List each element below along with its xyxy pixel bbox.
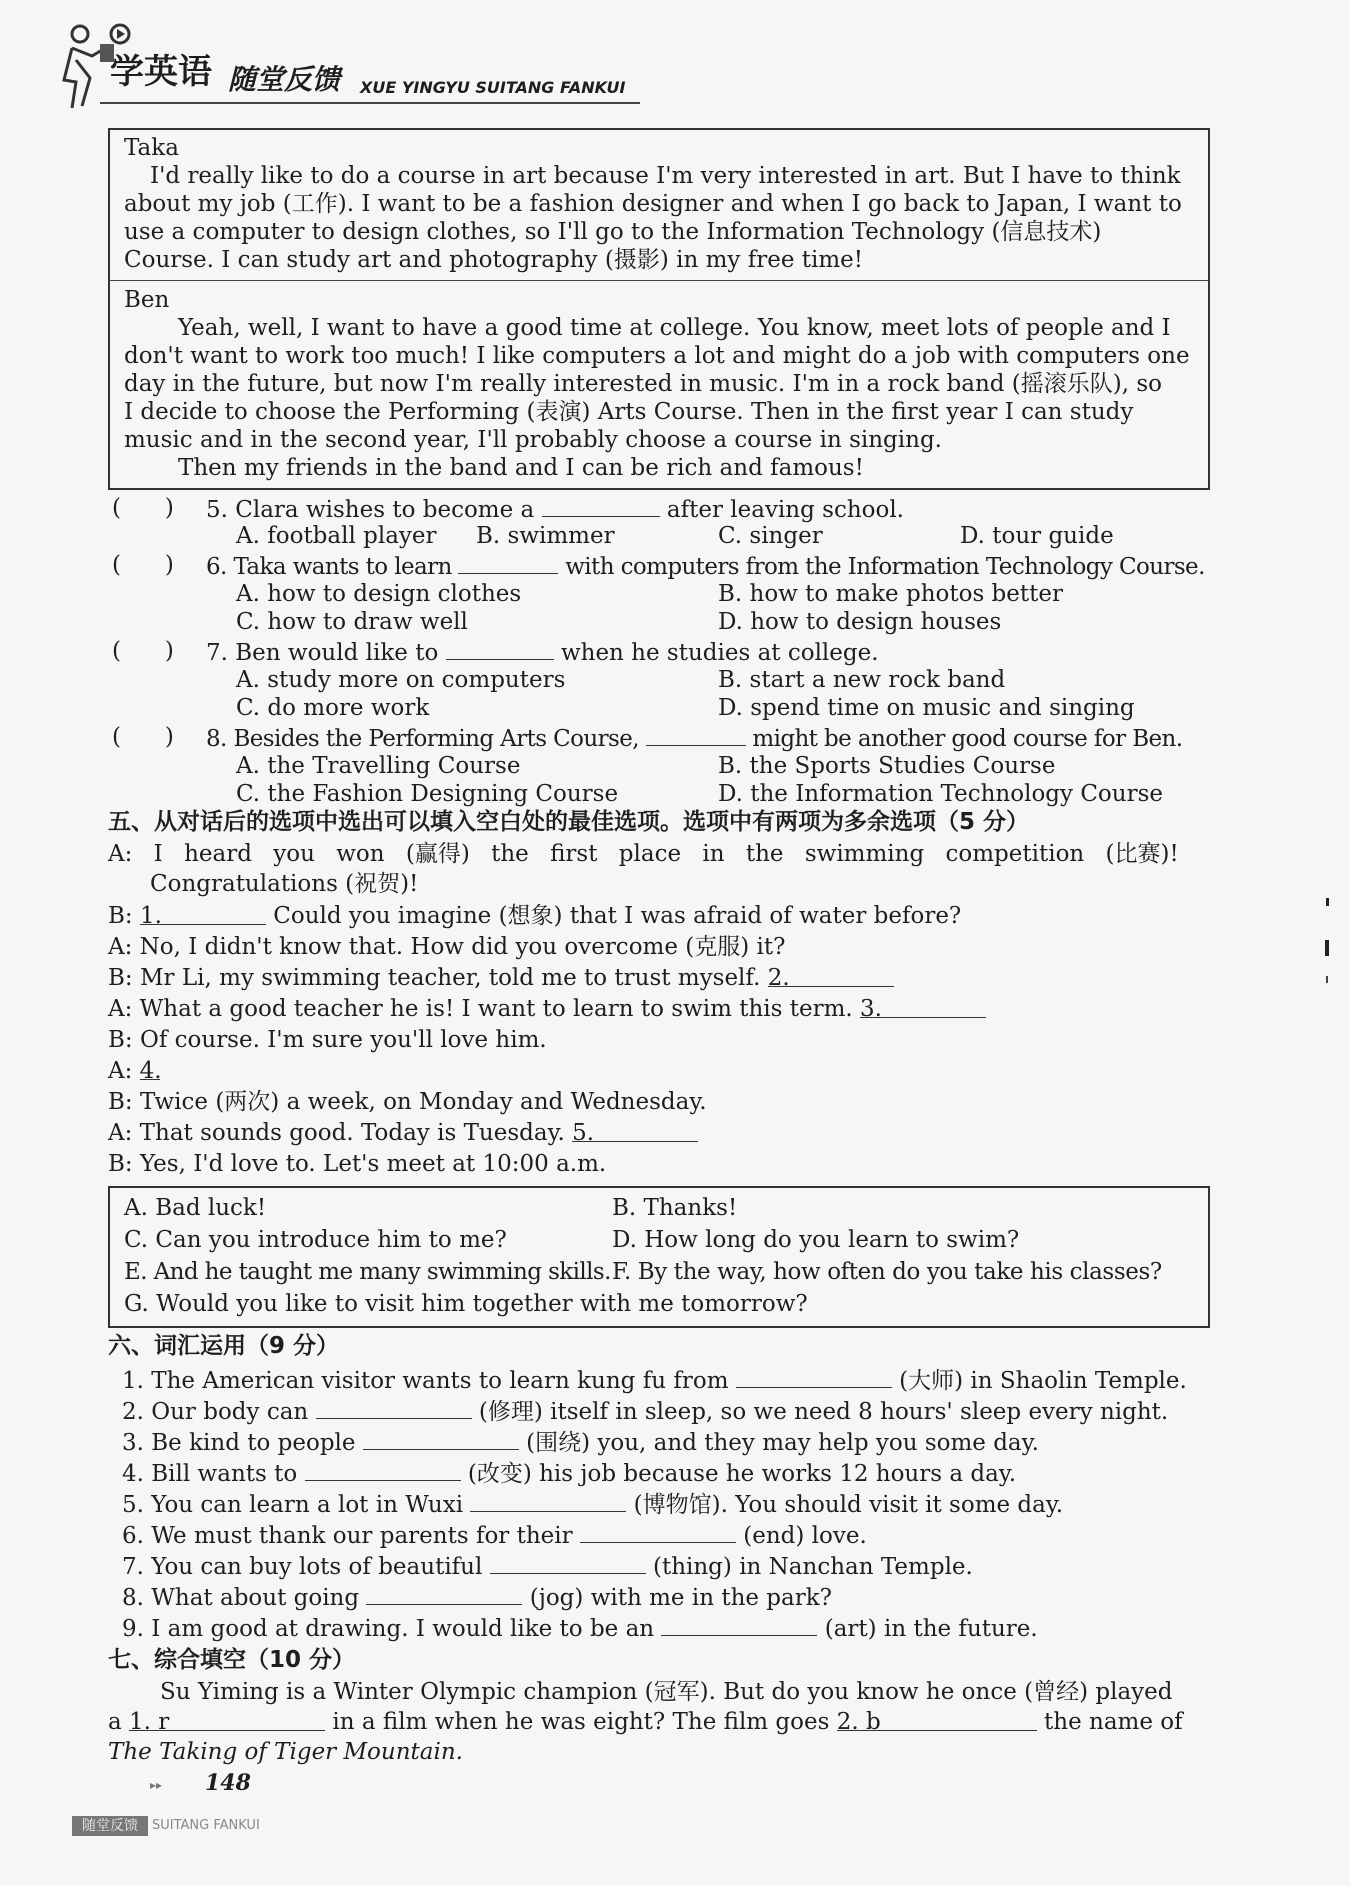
choice-option[interactable]: A. Bad luck! [124,1195,267,1221]
dialogue-line: A: No, I didn't know that. How did you overcome (克服) it? [108,934,786,960]
dialogue-line: A: I heard you won (赢得) the first place in the swimming competition (比赛)! [108,841,1179,867]
passage-ben-line: Then my friends in the band and I can be rich and famous! [178,455,864,481]
dialogue-line: A: What a good teacher he is! I want to learn to swim this term. 3. [108,995,986,1023]
section5-title: 五、从对话后的选项中选出可以填入空白处的最佳选项。选项中有两项为多余选项（5 分） [108,809,1030,835]
cloze-blank-2[interactable]: 2. b [837,1708,1037,1731]
option[interactable]: C. singer [718,523,823,549]
dialogue-line: B: Twice (两次) a week, on Monday and Wednesday. [108,1089,707,1115]
page-number: 148 [205,1770,251,1796]
answer-blank[interactable] [363,1427,519,1450]
answer-blank[interactable] [470,1489,626,1512]
option[interactable]: C. the Fashion Designing Course [236,781,619,807]
vocab-item: 5. You can learn a lot in Wuxi (博物馆). You should visit it some day. [122,1489,1063,1519]
vocab-item: 6. We must thank our parents for their (end) love. [122,1520,867,1550]
passage-taka-name: Taka [124,135,179,161]
answer-bracket[interactable]: ( ) [112,724,174,750]
dialogue-line: B: Of course. I'm sure you'll love him. [108,1027,547,1053]
answer-blank[interactable] [490,1551,646,1574]
margin-mark [1326,976,1328,983]
question-stem: Clara wishes to become a [235,497,535,523]
vocab-item: 4. Bill wants to (改变) his job because he works 12 hours a day. [122,1458,1016,1488]
option[interactable]: D. how to design houses [718,609,1002,635]
answer-blank[interactable]: 1. [140,902,266,925]
choice-option[interactable]: E. And he taught me many swimming skills. [124,1259,611,1285]
answer-blank[interactable]: 3. [860,995,986,1018]
vocab-item: 1. The American visitor wants to learn kung fu from (大师) in Shaolin Temple. [122,1365,1187,1395]
choice-option[interactable]: C. Can you introduce him to me? [124,1227,507,1253]
cloze-line: a 1. r in a film when he was eight? The film goes 2. b the name of [108,1709,1183,1735]
option[interactable]: B. swimmer [476,523,615,549]
header-subtitle-cn: 随堂反馈 [228,63,341,96]
vocab-item: 8. What about going (jog) with me in the park? [122,1582,832,1612]
question-number: 5. [206,497,228,523]
passage-ben-line: Yeah, well, I want to have a good time at college. You know, meet lots of people and I [178,315,1171,341]
answer-blank[interactable] [366,1582,522,1605]
answer-blank[interactable] [580,1520,736,1543]
cloze-blank-1[interactable]: 1. r [129,1708,325,1731]
answer-blank[interactable] [305,1458,461,1481]
header-rule [100,102,640,104]
option[interactable]: A. how to design clothes [236,581,522,607]
section7-title: 七、综合填空（10 分） [108,1647,356,1673]
vocab-item: 7. You can buy lots of beautiful (thing) in Nanchan Temple. [122,1551,973,1581]
question-number: 7. [206,640,228,666]
film-title: The Taking of Tiger Mountain. [108,1739,463,1765]
dialogue-line: A: 4. [108,1058,162,1084]
answer-blank[interactable] [316,1396,472,1419]
answer-blank[interactable]: 4. [139,1058,162,1084]
section6-title: 六、词汇运用（9 分） [108,1333,340,1359]
answer-bracket[interactable]: ( ) [112,495,174,521]
passage-ben-line: day in the future, but now I'm really interested in music. I'm in a rock band (摇滚乐队), so [124,371,1163,397]
option[interactable]: C. do more work [236,695,430,721]
passage-taka-line: I'd really like to do a course in art because I'm very interested in art. But I have to think [150,163,1181,189]
passage-ben-line: music and in the second year, I'll probably choose a course in singing. [124,427,942,453]
answer-blank[interactable] [446,637,554,660]
header-subtitle-pinyin: XUE YINGYU SUITANG FANKUI [360,78,626,97]
vocab-item: 9. I am good at drawing. I would like to be an (art) in the future. [122,1613,1038,1643]
choice-option[interactable]: G. Would you like to visit him together with me tomorrow? [124,1291,808,1317]
option[interactable]: D. tour guide [960,523,1114,549]
option[interactable]: B. start a new rock band [718,667,1006,693]
dialogue-line: B: Yes, I'd love to. Let's meet at 10:00 a.m. [108,1151,607,1177]
dialogue-line: B: 1. Could you imagine (想象) that I was afraid of water before? [108,903,962,929]
option[interactable]: D. the Information Technology Course [718,781,1163,807]
passage-taka-line: about my job (工作). I want to be a fashion designer and when I go back to Japan, I want to [124,191,1182,217]
question-stem: with computers from the Information Technology Course. [565,554,1205,580]
dialogue-line: B: Mr Li, my swimming teacher, told me to trust myself. 2. [108,964,894,992]
question-stem: when he studies at college. [560,640,879,666]
margin-mark [1325,940,1329,956]
question-stem: Taka wants to learn [233,554,452,580]
passage-ben-name: Ben [124,287,170,313]
option[interactable]: D. spend time on music and singing [718,695,1135,721]
answer-bracket[interactable]: ( ) [112,552,174,578]
choice-option[interactable]: F. By the way, how often do you take his classes? [612,1259,1162,1285]
answer-blank[interactable]: 5. [572,1119,698,1142]
answer-blank[interactable] [736,1365,892,1388]
question-number: 8. [206,726,227,752]
arrow-icon: ▸▸ [150,1778,163,1792]
answer-blank[interactable] [661,1613,817,1636]
cloze-line: Su Yiming is a Winter Olympic champion (冠军). But do you know he once (曾经) played [160,1679,1173,1705]
header-logo-text: 学英语 [110,52,212,92]
option[interactable]: C. how to draw well [236,609,468,635]
option[interactable]: B. how to make photos better [718,581,1063,607]
vocab-item: 2. Our body can (修理) itself in sleep, so we need 8 hours' sleep every night. [122,1396,1168,1426]
vocab-item: 3. Be kind to people (围绕) you, and they may help you some day. [122,1427,1039,1457]
margin-mark [1326,898,1329,906]
option[interactable]: B. the Sports Studies Course [718,753,1056,779]
footer-label-en: SUITANG FANKUI [152,1818,260,1833]
question-stem: Ben would like to [235,640,439,666]
answer-bracket[interactable]: ( ) [112,638,174,664]
passage-ben-line: don't want to work too much! I like computers a lot and might do a job with computers one [124,343,1190,369]
footer-label-cn: 随堂反馈 [72,1816,148,1836]
option[interactable]: A. football player [236,523,437,549]
question-number: 6. [206,554,227,580]
choice-option[interactable]: D. How long do you learn to swim? [612,1227,1020,1253]
answer-blank[interactable] [542,494,660,517]
passage-divider [108,280,1208,281]
answer-blank[interactable]: 2. [768,964,894,987]
passage-ben-line: I decide to choose the Performing (表演) Arts Course. Then in the first year I can study [124,399,1134,425]
choice-option[interactable]: B. Thanks! [612,1195,738,1221]
passage-taka-line: use a computer to design clothes, so I'll go to the Information Technology (信息技术) [124,219,1102,245]
answer-blank[interactable] [458,551,558,574]
dialogue-line: Congratulations (祝贺)! [150,871,419,897]
passage-taka-line: Course. I can study art and photography (摄影) in my free time! [124,247,864,273]
question-stem: Besides the Performing Arts Course, [233,726,639,752]
answer-blank[interactable] [646,723,746,746]
option[interactable]: A. study more on computers [236,667,566,693]
question-stem: after leaving school. [666,497,904,523]
dialogue-line: A: That sounds good. Today is Tuesday. 5. [108,1119,698,1147]
question-stem: might be another good course for Ben. [752,726,1183,752]
option[interactable]: A. the Travelling Course [236,753,521,779]
